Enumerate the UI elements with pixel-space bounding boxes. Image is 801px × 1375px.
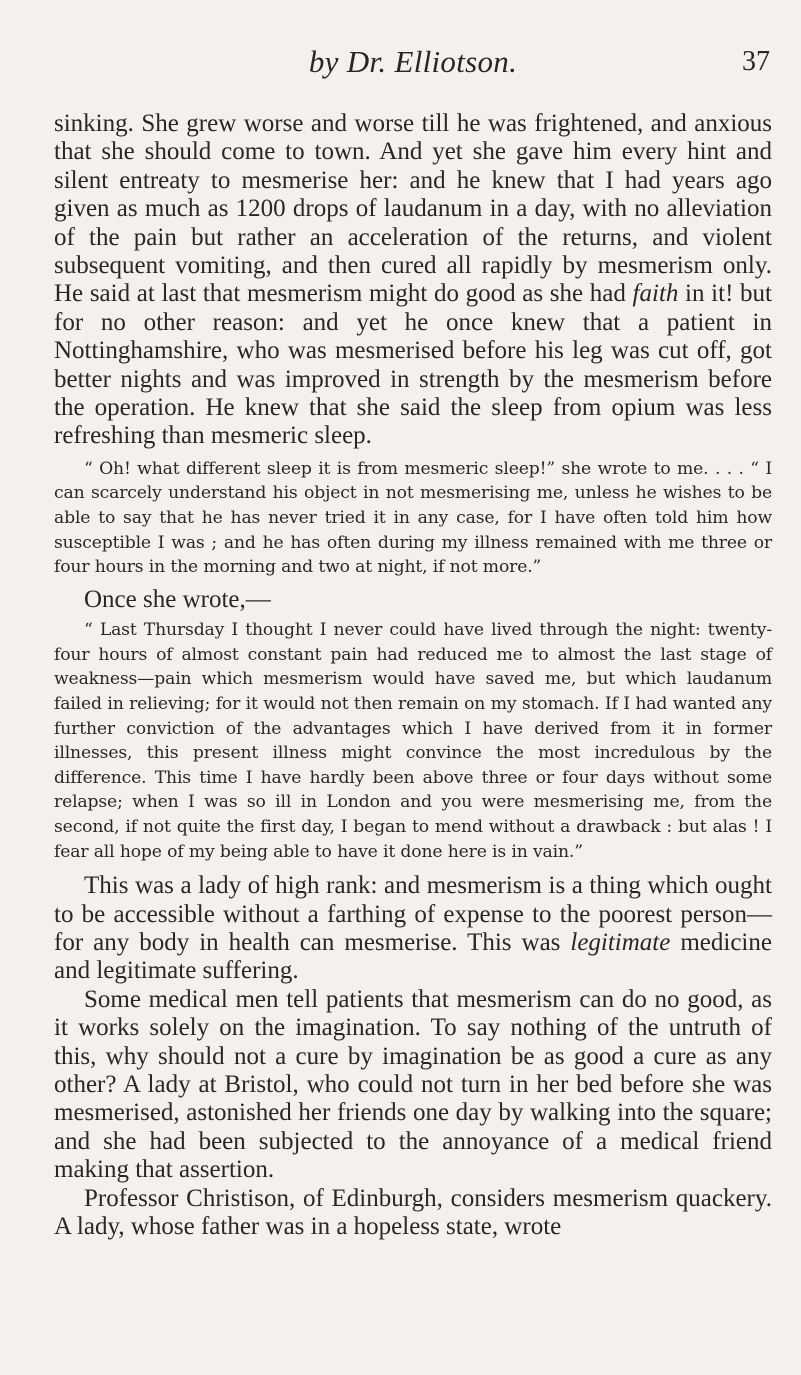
italic-word-faith: faith — [632, 280, 679, 308]
book-page — [54, 0, 772, 1375]
paragraph-text: medicine and legitimate suffering. — [54, 929, 772, 985]
running-head — [54, 44, 772, 84]
paragraph-some-medical-men: Some medical men tell patients that mesmerism can do no good, as it works solely on the imagination. To say nothing of the untruth of this, why should not a cure by imagination be as good a cure as any other? A lady at Bristol, who could not turn in her bed before she was mesmerised, astonished her friends one day by walking into the square; and she had been subjected to the annoyance of a medical friend making that assertion. — [54, 985, 772, 1184]
running-title: by Dr. Elliotson. — [308, 44, 518, 79]
quote-last-thursday: “ Last Thursday I thought I never could have lived through the night: twenty-four hours of almost constant pain had reduced me to almost the last stage of weakness—pain which mesmerism would have saved me, but which laudanum failed in relieving; for it would not then remain on my stomach. If I had wanted any further conviction of the advantages which I have derived from it in former illnesses, this present illness might convince the most incredulous by the difference. This time I have hardly been above three or four days without some relapse; when I was so ill in London and you were mesmerising me, from the second, if not quite the first day, I began to mend without a drawback : but alas ! I fear all hope of my being able to have it done here is in vain.” — [54, 620, 772, 862]
page-number: 37 — [742, 46, 770, 77]
paragraph-lady-of-high-rank — [54, 872, 772, 986]
quote-oh-what-different-sleep: “ Oh! what different sleep it is from mesmeric sleep!” she wrote to me. . . . “ I can scarcely understand his object in not mesmerising me, unless he wishes to be able to say that he has never tried it in any case, for I have often told him how susceptible I was ; and he has often during my illness remained with me three or four hours in the morning and two at night, if not more.” — [54, 458, 772, 578]
italic-word-legitimate: legitimate — [570, 929, 671, 956]
paragraph-text: sinking. She grew worse and worse till he was frightened, and anxious that she should come to town. And yet she gave him every hint and silent entreaty to mesmerise her: and he knew that I had years ago given as much as 1200 drops of laudanum in a day, with no alleviation of the pain but rather an acceleration of the returns, and violent subsequent vomiting, and then cured all rapidly by mesmerism only. He said at last that mesmerism might do good as she had — [54, 110, 772, 308]
page-body — [54, 110, 772, 1241]
paragraph-once-she-wrote: Once she wrote,— — [84, 585, 271, 613]
paragraph-sinking — [54, 110, 772, 451]
paragraph-professor-christison: Professor Christison, of Edinburgh, considers mesmerism quackery. A lady, whose father was in a hopeless state, wrote — [54, 1184, 772, 1241]
paragraph-text: This was a lady of high rank: and mesmerism is a thing which ought to be accessible without a farthing of expense to the poorest person—for any body in health can mesmerise. This was — [54, 872, 772, 956]
paragraph-text: in it! but for no other reason: and yet he once knew that a patient in Nottinghamshire, who was mesmerised before his leg was cut off, got better nights and was improved in strength by the mesmerism before the operation. He knew that she said the sleep from opium was less refreshing than mesmeric sleep. — [54, 280, 773, 450]
